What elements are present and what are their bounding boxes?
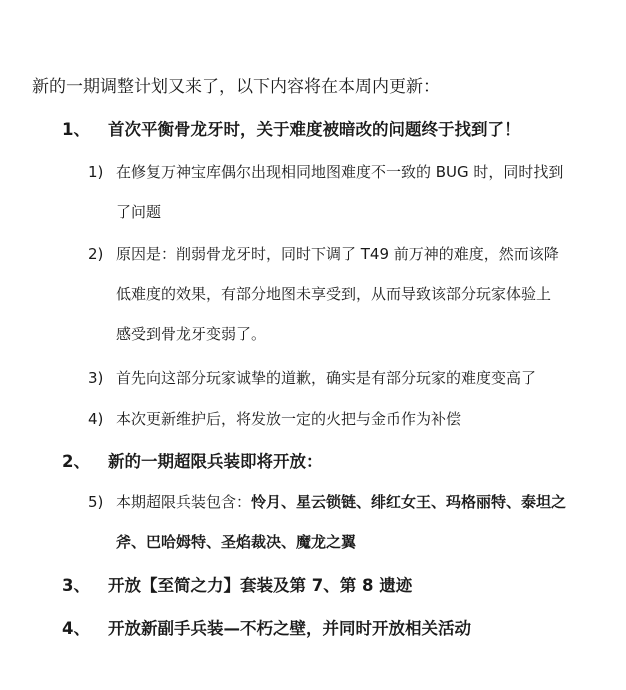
item-line: 了问题 bbox=[116, 203, 162, 221]
item-line: 首先向这部分玩家诚挚的道歉，确实是有部分玩家的难度变高了 bbox=[116, 369, 537, 387]
item-text bbox=[116, 234, 594, 354]
item-text bbox=[116, 482, 594, 562]
item-text bbox=[116, 399, 594, 439]
item-number: 1) bbox=[88, 163, 104, 181]
intro-paragraph: 新的一期调整计划又来了，以下内容将在本周内更新： bbox=[32, 77, 440, 97]
section-number: 4、 bbox=[62, 619, 90, 638]
section-number: 2、 bbox=[62, 452, 90, 471]
item-line: 低难度的效果，有部分地图未享受到，从而导致该部分玩家体验上 bbox=[116, 285, 552, 303]
section-number: 3、 bbox=[62, 576, 90, 595]
item-number: 4) bbox=[88, 410, 104, 428]
item-prefix: 本期超限兵装包含： bbox=[116, 493, 252, 511]
item-text bbox=[116, 152, 594, 232]
item-number: 3) bbox=[88, 369, 104, 387]
equipment-names: 斧、巴哈姆特、圣焰裁决、魔龙之翼 bbox=[116, 533, 357, 551]
item-number: 5) bbox=[88, 493, 104, 511]
item-text bbox=[116, 358, 594, 398]
section-number: 1、 bbox=[62, 120, 90, 139]
section-title: 新的一期超限兵装即将开放： bbox=[108, 452, 323, 471]
item-line bbox=[116, 482, 594, 522]
item-line: 感受到骨龙牙变弱了。 bbox=[116, 325, 267, 343]
section-title: 开放新副手兵装—不朽之壁，并同时开放相关活动 bbox=[108, 619, 471, 638]
item-line bbox=[116, 522, 594, 562]
item-number: 2) bbox=[88, 245, 104, 263]
item-line: 原因是：削弱骨龙牙时，同时下调了 T49 前万神的难度，然而该降 bbox=[116, 245, 559, 263]
section-title: 开放【至简之力】套装及第 7、第 8 遗迹 bbox=[108, 576, 413, 595]
item-line: 本次更新维护后，将发放一定的火把与金币作为补偿 bbox=[116, 410, 462, 428]
equipment-names: 怜月、星云锁链、绯红女王、玛格丽特、泰坦之 bbox=[251, 493, 567, 511]
item-line: 在修复万神宝库偶尔出现相同地图难度不一致的 BUG 时，同时找到 bbox=[116, 163, 564, 181]
section-title: 首次平衡骨龙牙时，关于难度被暗改的问题终于找到了！ bbox=[108, 120, 521, 139]
